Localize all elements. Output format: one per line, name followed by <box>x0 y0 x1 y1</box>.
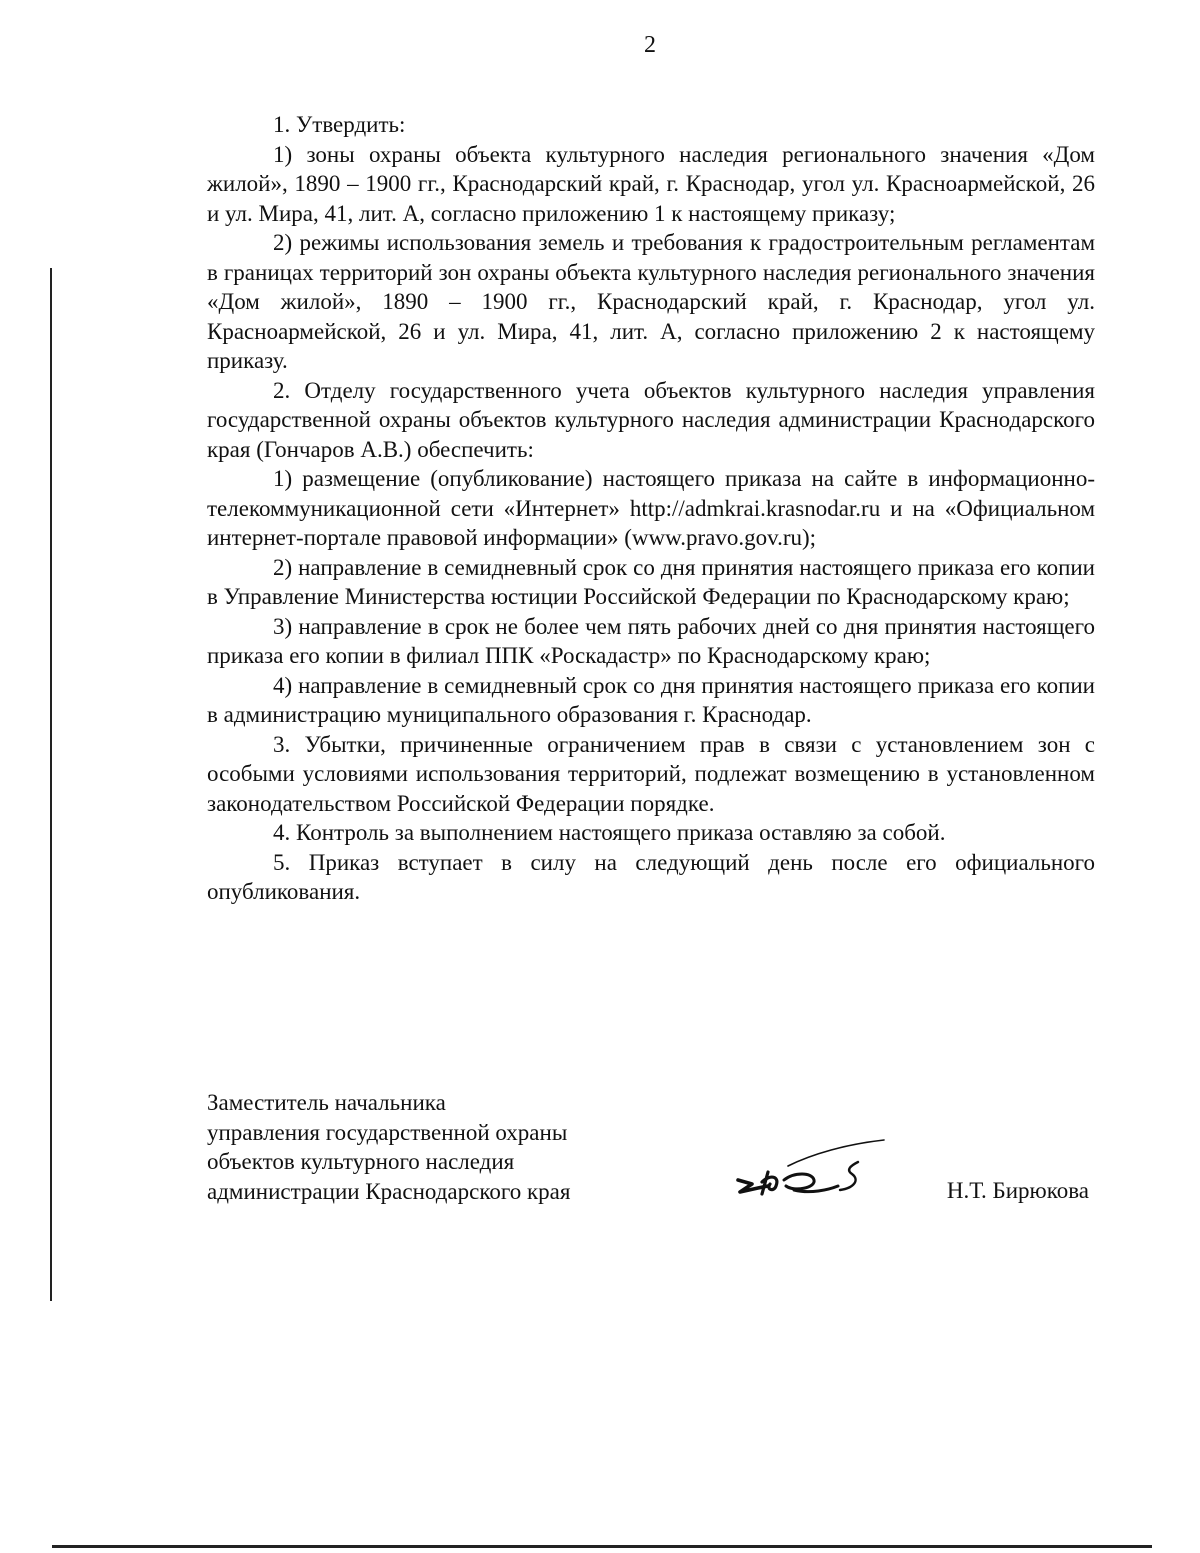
paragraph-approve-zones: 1) зоны охраны объекта культурного наследия регионального значения «Дом жилой», 1890 – 1900 гг., Краснодарский край, г. Краснодар, угол ул. Красноармейской, 26 и ул. Мира, 41, лит. А, согласно приложению 1 к настоящему приказу; <box>207 141 1095 226</box>
paragraph-roskadastr-copy: 3) направление в срок не более чем пять рабочих дней со дня принятия настоящего приказа его копии в филиал ППК «Роскадастр» по Краснодарскому краю; <box>207 613 1095 668</box>
paragraph-department-ensure: 2. Отделу государственного учета объектов культурного наследия управления государственной охраны объектов культурного наследия администрации Краснодарского края (Гончаров А.В.) обеспечить: <box>207 377 1095 462</box>
paragraph-approve: 1. Утвердить: <box>273 112 406 137</box>
signature-block <box>207 1088 1095 1218</box>
signatory-position-line: объектов культурного наследия <box>207 1149 515 1174</box>
paragraph-losses: 3. Убытки, причиненные ограничением прав в связи с установлением зон с особыми условиями использования территорий, подлежат возмещению в установленном законодательством Российской Федерации порядке. <box>207 731 1095 816</box>
footer-rule <box>52 1545 1152 1548</box>
paragraph-publication: 1) размещение (опубликование) настоящего приказа на сайте в информационно-телекоммуникационной сети «Интернет» http://admkrai.krasnodar.ru и на «Официальном интернет-портале правовой информации» (www.pravo.gov.ru); <box>207 466 1095 550</box>
paragraph-approve-regimes: 2) режимы использования земель и требования к градостроительным регламентам в границах территорий зон охраны объекта культурного наследия регионального значения «Дом жилой», 1890 – 1900 гг., Краснодарский край, г. Краснодар, угол ул. Красноармейской, 26 и ул. Мира, 41, лит. А, согласно приложению 2 к настоящему приказу. <box>207 230 1095 373</box>
signatory-position-line: Заместитель начальника <box>207 1090 446 1115</box>
document-body <box>207 110 1095 907</box>
paragraph-municipality-copy: 4) направление в семидневный срок со дня принятия настоящего приказа его копии в администрацию муниципального образования г. Краснодар. <box>207 672 1095 727</box>
paragraph-ministry-copy: 2) направление в семидневный срок со дня принятия настоящего приказа его копии в Управление Министерства юстиции Российской Федерации по Краснодарскому краю; <box>207 554 1095 609</box>
signatory-position <box>207 1088 570 1206</box>
signatory-position-line: администрации Краснодарского края <box>207 1178 571 1204</box>
paragraph-entry-into-force: 5. Приказ вступает в силу на следующий день после его официального опубликования. <box>207 849 1095 904</box>
signatory-position-line: управления государственной охраны <box>207 1119 568 1145</box>
signatory-name: Н.Т. Бирюкова <box>946 1178 1089 1203</box>
paragraph-control: 4. Контроль за выполнением настоящего приказа оставляю за собой. <box>273 820 946 845</box>
handwritten-signature <box>732 1136 892 1200</box>
page-number: 2 <box>644 32 656 58</box>
left-margin-line <box>50 268 52 1301</box>
